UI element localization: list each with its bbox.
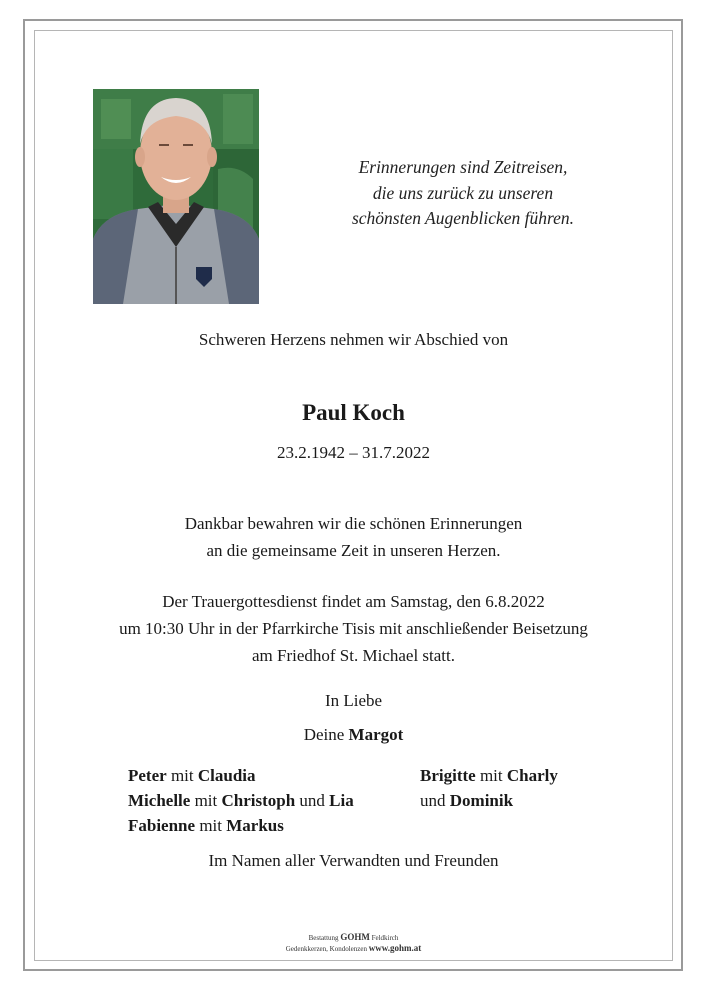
family-right (420, 763, 558, 813)
in-love-text: In Liebe (324, 691, 383, 710)
footer-website: www.gohm.at (368, 943, 422, 953)
family-member: Christoph (221, 791, 296, 810)
gratitude-text (0, 510, 707, 564)
family-member: Fabienne (128, 816, 196, 835)
connector: mit (170, 766, 194, 785)
funeral-home-credit (0, 932, 707, 954)
memorial-quote (300, 155, 626, 232)
intro-text: Schweren Herzens nehmen wir Abschied von (198, 330, 509, 349)
family-row (128, 788, 354, 813)
footer-brand: GOHM (340, 932, 370, 942)
quote-line: schönsten Augenblicken führen. (351, 208, 575, 228)
life-dates: 23.2.1942 – 31.7.2022 (277, 443, 430, 462)
closing-text: Im Namen aller Verwandten und Freunden (208, 851, 499, 870)
connector: mit (194, 791, 218, 810)
family-row (128, 813, 354, 838)
family-member: Lia (329, 791, 354, 810)
footer-prefix: Bestattung (308, 934, 339, 942)
family-member: Charly (506, 766, 558, 785)
family-member: Claudia (197, 766, 256, 785)
family-left (128, 763, 354, 838)
footer-line (0, 943, 707, 954)
family-member: Peter (128, 766, 167, 785)
connector: und (299, 791, 325, 810)
service-line: am Friedhof St. Michael statt. (251, 646, 456, 665)
gratitude-line: an die gemeinsame Zeit in unseren Herzen. (206, 541, 501, 560)
family-row (420, 763, 558, 788)
partner-prefix: Deine (303, 725, 345, 744)
footer-line (0, 932, 707, 943)
portrait-photo (93, 89, 259, 304)
footer-city: Feldkirch (371, 934, 399, 942)
connector: und (420, 791, 446, 810)
service-info (0, 588, 707, 669)
family-row (420, 788, 558, 813)
footer-services: Gedenkkerzen, Kondolenzen (285, 945, 367, 953)
quote-line: Erinnerungen sind Zeitreisen, (358, 157, 568, 177)
connector: mit (199, 816, 222, 835)
partner-line (0, 725, 707, 745)
partner-name: Margot (348, 725, 404, 744)
family-member: Michelle (128, 791, 191, 810)
family-member: Dominik (449, 791, 514, 810)
family-member: Brigitte (420, 766, 476, 785)
service-line: Der Trauergottesdienst findet am Samstag, den 6.8.2022 (162, 592, 545, 611)
family-member: Markus (226, 816, 284, 835)
family-row (128, 763, 354, 788)
quote-line: die uns zurück zu unseren (372, 182, 554, 203)
deceased-name: Paul Koch (302, 400, 405, 425)
service-line: um 10:30 Uhr in der Pfarrkirche Tisis mit anschließender Beisetzung (119, 619, 588, 638)
gratitude-line: Dankbar bewahren wir die schönen Erinnerungen (184, 514, 523, 533)
connector: mit (479, 766, 503, 785)
